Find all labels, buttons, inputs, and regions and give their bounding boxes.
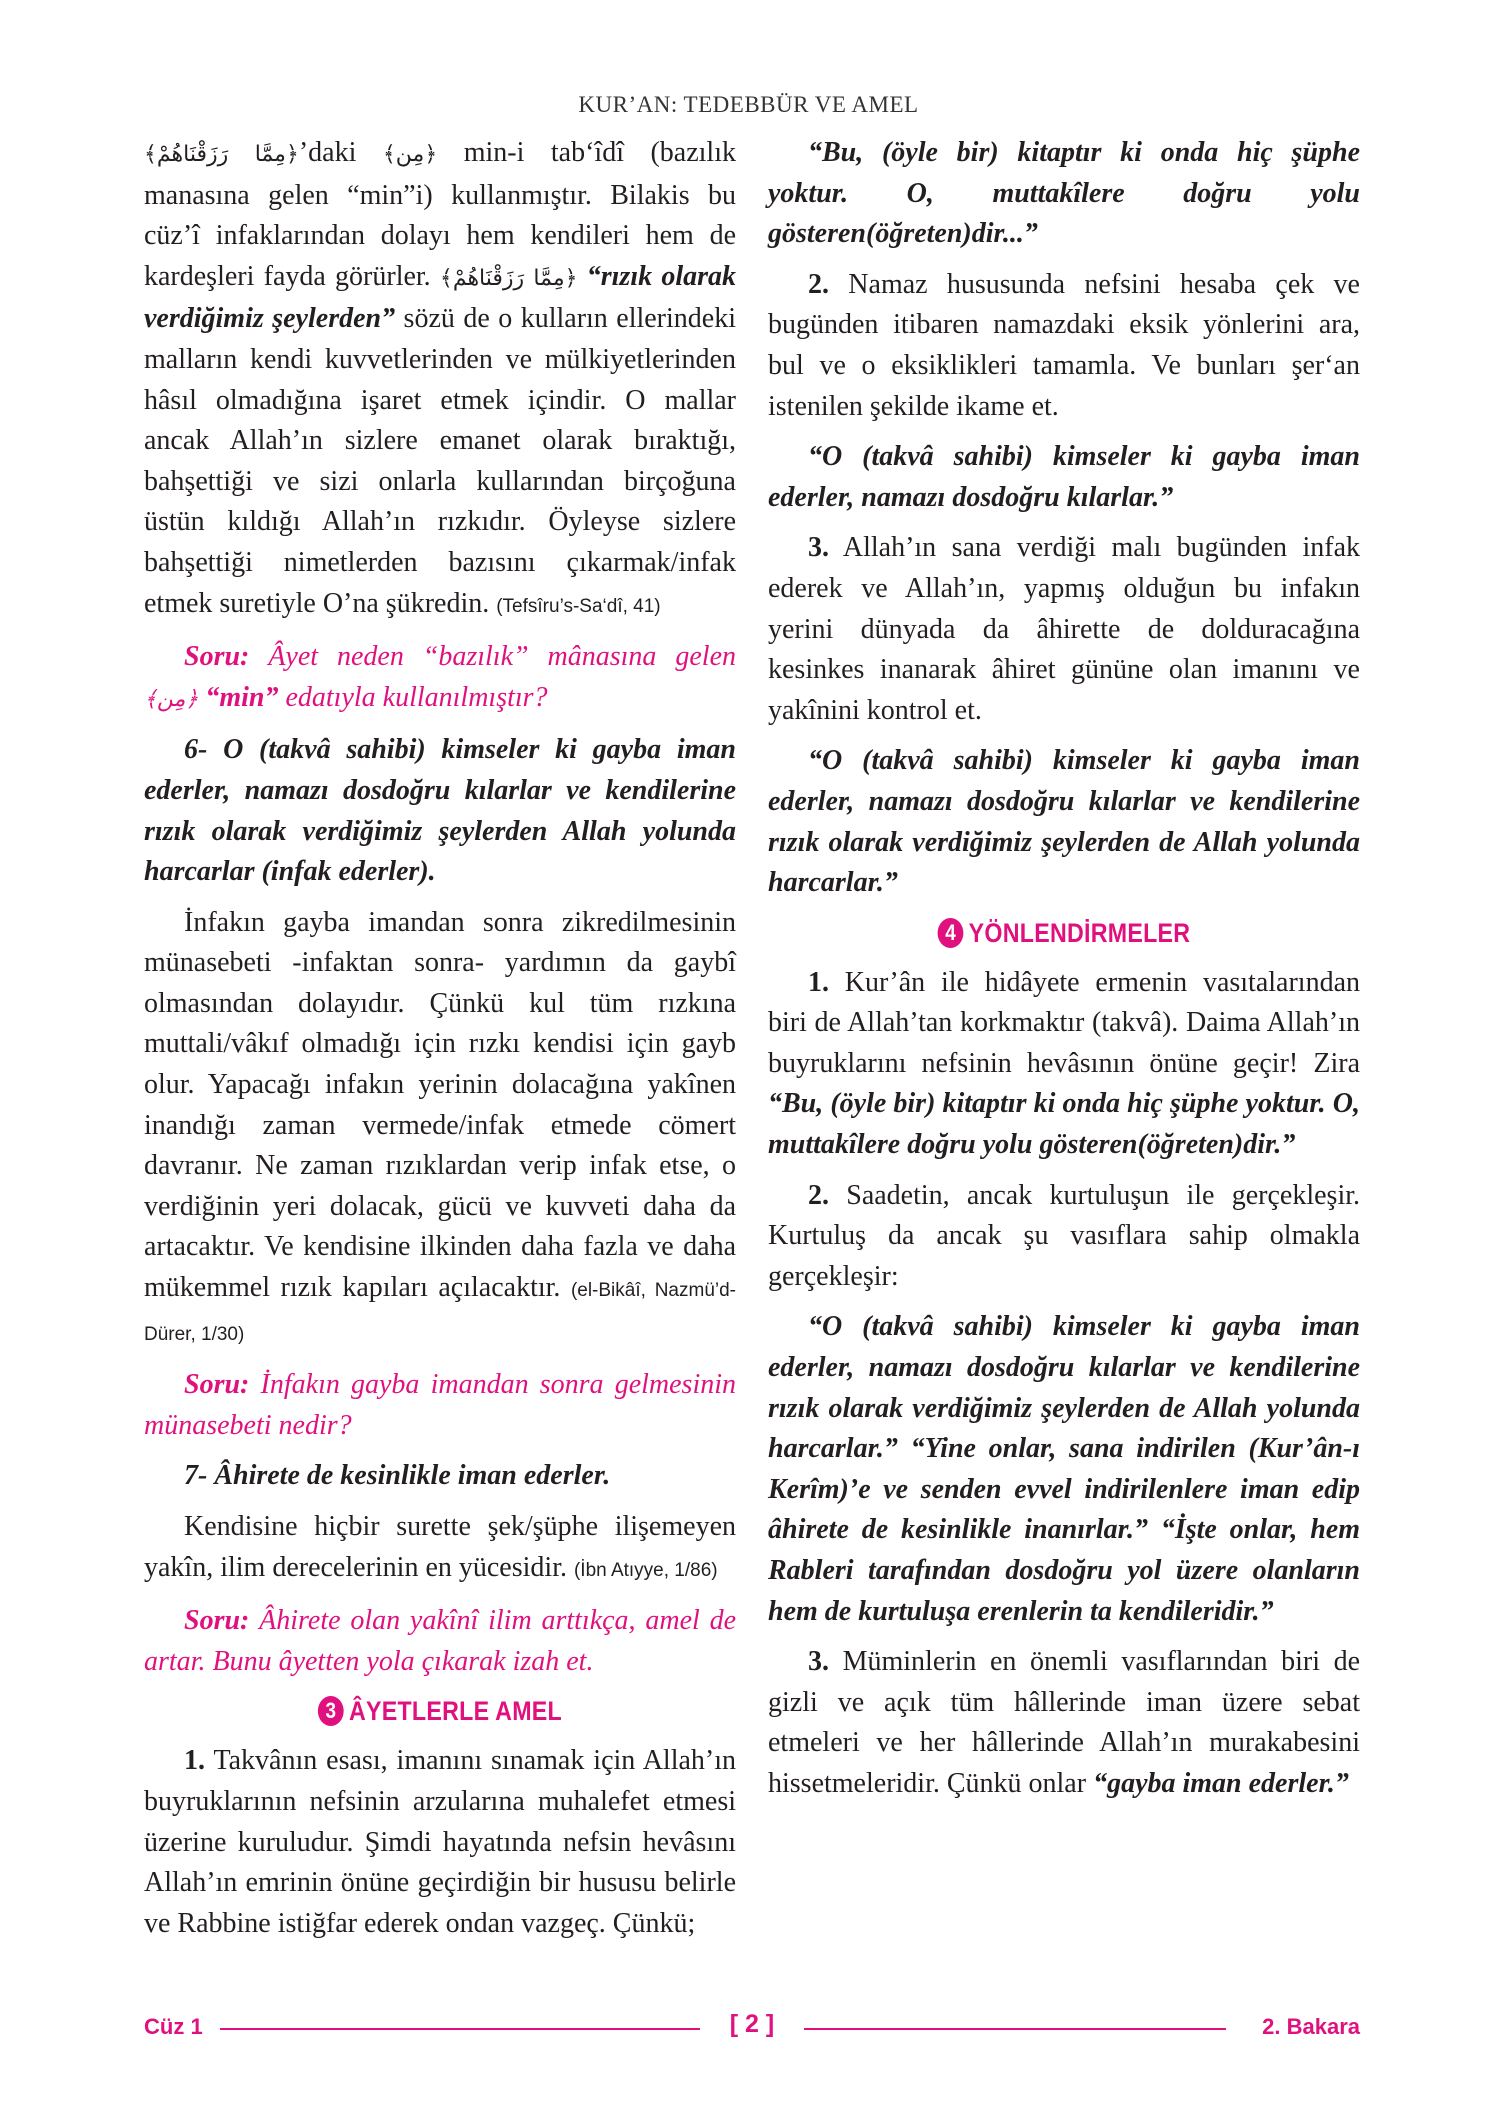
footer-divider-left bbox=[220, 2028, 700, 2030]
source-citation: (Tefsîru’s-Sa‘dî, 41) bbox=[496, 595, 661, 617]
question-label: Soru: bbox=[184, 1605, 250, 1637]
source-citation: (el-Bikâî, Nazmü’d-Dürer, 1/30) bbox=[144, 1280, 736, 1345]
text-run: Âhirete olan yakînî ilim arttıkça, amel de artar. Bunu âyetten yola çıkarak izah et. bbox=[144, 1605, 736, 1677]
juz-label: Cüz 1 bbox=[144, 2014, 203, 2039]
text-run: Takvânın esası, imanını sınamak için Allah’ın buyruklarının nefsinin arzularına muhalefet etmesi üzerine kuruludur. Şimdi hayatında nefsin hevâsını Allah’ın emrinin önüne geçirdiğin bir hususu belirle ve Rabbine istiğfar ederek ondan vazgeç. Çünkü; bbox=[144, 1745, 736, 1939]
text-run: sözü de o kulların ellerindeki malların kendi kuvvetlerinden ve mülkiyetlerinden hâsıl olmadığına işaret etmek içindir. O mallar ancak Allah’ın sizlere emanet olarak bıraktığı, bahşettiği ve sizi onlarla kullarından birçoğuna üstün kıldığı Allah’ın rızkıdır. Öyleyse sizlere bahşettiği nimetlerden bazısını çıkarmak/infak etmek suretiyle O’na şükredin. bbox=[144, 303, 736, 619]
arabic-phrase: ﴿مِن﴾ bbox=[382, 142, 438, 167]
page-number: [ 2 ] bbox=[729, 2010, 775, 2038]
text-run bbox=[578, 261, 587, 292]
source-citation: (İbn Atıyye, 1/86) bbox=[573, 1559, 718, 1581]
text-run: ’daki bbox=[298, 137, 383, 168]
text-run: Kur’ân ile hidâyete ermenin vasıtalarından biri de Allah’tan korkmaktır (takvâ). Daima Allah’ın buyruklarını nefsinin hevâsının önüne geçir! Zira bbox=[768, 966, 1360, 1079]
amel-item-1 bbox=[144, 1741, 736, 1944]
text-run: Allah’ın sana verdiği malı bugünden infak ederek ve Allah’ın, yapmış olduğun bu infakın yerini dünyada da âhirette de dolduracağına kesinkes inanarak âhiret gününe olan imanını ve yakînini kontrol et. bbox=[768, 532, 1360, 726]
item-number: 1. bbox=[184, 1745, 205, 1777]
text-run: İnfakın gayba imandan sonra gelmesinin münasebeti nedir? bbox=[144, 1369, 736, 1441]
surah-label: 2. Bakara bbox=[1262, 2014, 1360, 2039]
emphasis-quote: “rızık olarak verdiğimiz şeylerden” bbox=[144, 260, 737, 335]
arabic-phrase: ﴿مِن﴾ bbox=[144, 686, 199, 712]
item-number: 2. bbox=[808, 1179, 829, 1211]
text-run: Namaz hususunda nefsini hesaba çek ve bugünden itibaren namazdaki eksik yönlerini ara, bul ve o eksiklikleri tamamla. Ve bunları şer‘an istenilen şekilde ikame et. bbox=[768, 268, 1360, 422]
paragraph-tefsir bbox=[144, 133, 736, 627]
running-title: KUR’AN: TEDEBBÜR VE AMEL bbox=[578, 92, 919, 117]
question-label: Soru: bbox=[184, 1369, 250, 1401]
text-run: Saadetin, ancak kurtuluşun ile gerçekleşir. Kurtuluş da ancak şu vasıflara sahip olmakla gerçekleşir: bbox=[768, 1179, 1360, 1292]
paragraph-yakin bbox=[144, 1507, 736, 1591]
text-run: Kendisine hiçbir surette şek/şüphe ilişemeyen yakîn, ilim derecelerinin en yücesidir. bbox=[144, 1511, 736, 1583]
verse-quote-4: “O (takvâ sahibi) kimseler ki gayba iman ederler, namazı dosdoğru kılarlar ve kendilerine rızık olarak verdiğimiz şeylerden de Allah yolunda harcarlar.” “Yine onlar, sana indirilen (Kur’ân-ı Kerîm)’e ve senden evvel indirilenlere iman edip âhirete de kesinlikle inanırlar.” “İşte onlar, hem Rableri tarafından dosdoğru yol üzere olanların hem de kurtuluşa erenlerin ta kendileridir.” bbox=[768, 1311, 1360, 1627]
text-run: Müminlerin en önemli vasıflarından biri de gizli ve açık tüm hâllerinde iman üzere sebat etmeleri ve her hâllerinde Allah’ın murakabesini hissetmeleridir. Çünkü onlar bbox=[768, 1646, 1360, 1799]
emphasis-word: “min” bbox=[205, 681, 279, 713]
item-number: 3. bbox=[808, 1646, 829, 1678]
verse-6: 6- O (takvâ sahibi) kimseler ki gayba iman ederler, namazı dosdoğru kılarlar ve kendilerine rızık olarak verdiğimiz şeylerden Allah yolunda harcarlar (infak ederler). bbox=[144, 734, 736, 888]
verse-quote-3: “O (takvâ sahibi) kimseler ki gayba iman ederler, namazı dosdoğru kılarlar ve kendilerine rızık olarak verdiğimiz şeylerden de Allah yolunda harcarlar.” bbox=[768, 745, 1360, 899]
footer-divider-right bbox=[804, 2028, 1226, 2030]
question-3 bbox=[144, 1601, 736, 1682]
page-footer bbox=[144, 2010, 1360, 2050]
section-heading-3 bbox=[185, 1696, 694, 1727]
emphasis-quote: “gayba iman ederler.” bbox=[1093, 1767, 1349, 1799]
text-run: edatıyla kullanılmıştır? bbox=[278, 681, 548, 713]
guidance-item-1 bbox=[768, 963, 1360, 1166]
section-heading-4 bbox=[809, 918, 1318, 949]
item-number: 2. bbox=[808, 268, 829, 300]
emphasis-quote: “Bu, (öyle bir) kitaptır ki onda hiç şüphe yoktur. O, muttakîlere doğru yolu gösteren(öğreten)dir.” bbox=[768, 1088, 1360, 1161]
right-column bbox=[768, 133, 1360, 1815]
question-label: Soru: bbox=[184, 641, 250, 673]
text-run: min-i tab‘îdî (bazılık manasına gelen “min”i) kullanmıştır. Bilakis bu cüz’î infaklarından dolayı hem kendileri hem de kardeşleri fayda görürler. bbox=[144, 137, 736, 292]
arabic-phrase: ﴿مِمَّا رَزَقْنَاهُمْ﴾ bbox=[144, 142, 299, 167]
guidance-item-2 bbox=[768, 1176, 1360, 1298]
question-2 bbox=[144, 1365, 736, 1446]
left-column bbox=[144, 133, 736, 1954]
verse-7: 7- Âhirete de kesinlikle iman ederler. bbox=[184, 1460, 611, 1492]
paragraph-infak bbox=[144, 903, 736, 1356]
section-title: YÖNLENDİRMELER bbox=[968, 917, 1191, 948]
section-title: ÂYETLERLE AMEL bbox=[348, 1696, 562, 1727]
amel-item-3 bbox=[768, 528, 1360, 731]
item-number: 1. bbox=[808, 966, 829, 998]
text-run: Âyet neden “bazılık” mânasına gelen bbox=[249, 641, 736, 673]
arabic-phrase: ﴿مِمَّا رَزَقْنَاهُمْ﴾ bbox=[439, 265, 578, 291]
amel-item-2 bbox=[768, 265, 1360, 427]
item-number: 3. bbox=[808, 532, 829, 564]
question-1 bbox=[144, 637, 736, 720]
section-number-badge: 3 bbox=[318, 1696, 344, 1726]
section-number-badge: 4 bbox=[938, 918, 964, 948]
verse-quote-1: “Bu, (öyle bir) kitaptır ki onda hiç şüphe yoktur. O, muttakîlere doğru yolu gösteren(öğreten)dir...” bbox=[768, 137, 1360, 250]
guidance-item-3 bbox=[768, 1642, 1360, 1804]
text-run: İnfakın gayba imandan sonra zikredilmesinin münasebeti -infaktan sonra- yardımın da gaybî olmasından dolayıdır. Çünkü kul tüm rızkına muttali/vâkıf olmadığı için rızkı kendisi için gayb olur. Yapacağı infakın yerinin dolacağına yakînen inandığı zaman vermede/infak etmede cömert davranır. Ne zaman rızıklardan verip infak etse, o verdiğinin yeri dolacak, gücü ve kuvveti daha da artacaktır. Ve kendisine ilkinden daha fazla ve daha mükemmel rızık kapıları açılacaktır. bbox=[144, 906, 736, 1304]
verse-quote-2: “O (takvâ sahibi) kimseler ki gayba iman ederler, namazı dosdoğru kılarlar.” bbox=[768, 441, 1360, 513]
